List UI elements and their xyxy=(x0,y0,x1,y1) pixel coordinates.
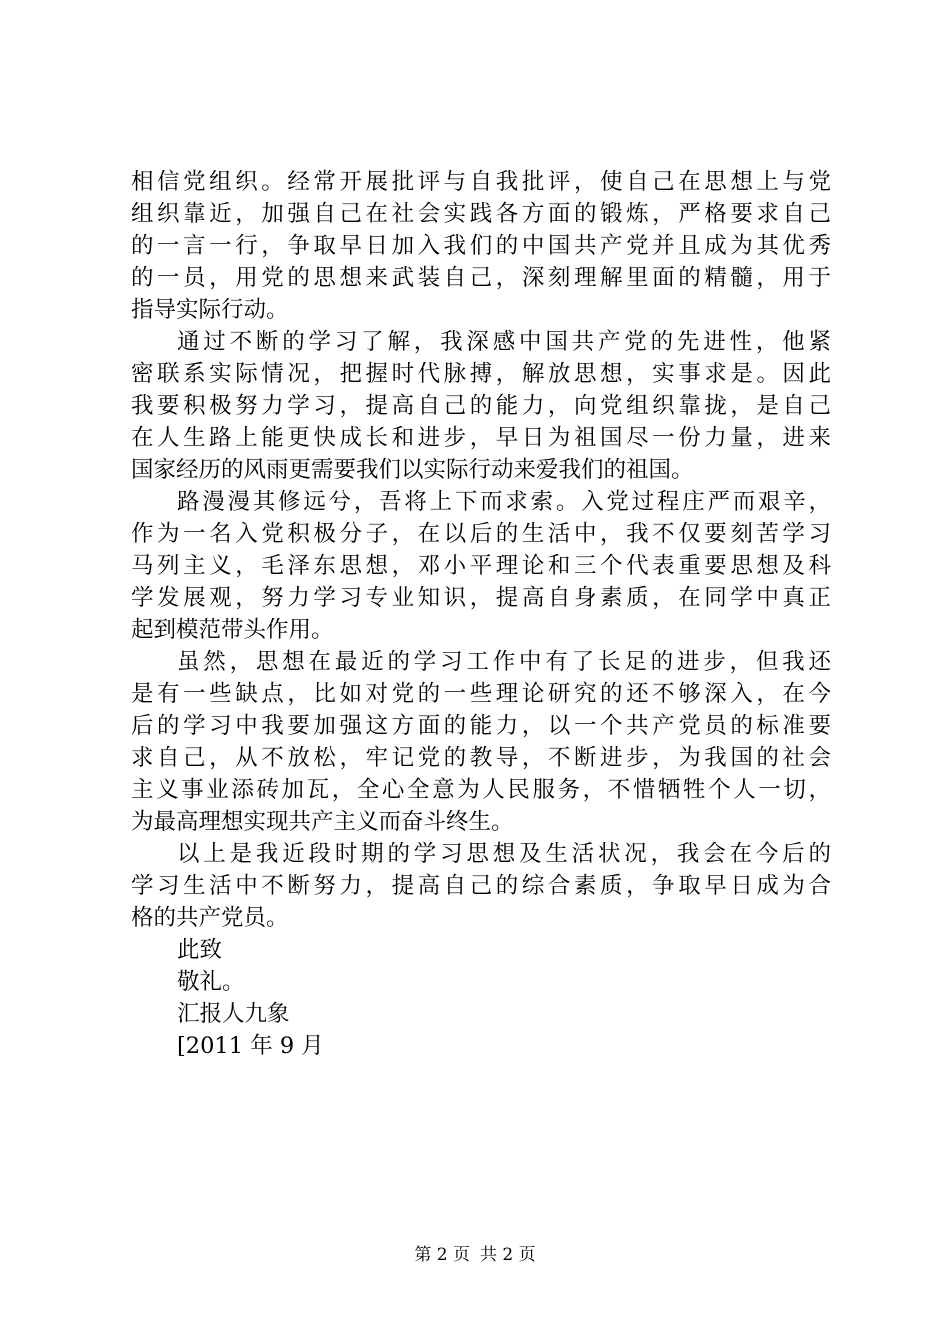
text-line: [2011 年 9 月 xyxy=(177,1033,324,1059)
text-line: 是有一些缺点，比如对党的一些理论研究的还不够深入，在今 xyxy=(131,681,831,707)
text-line: 虽然，思想在最近的学习工作中有了长足的进步，但我还 xyxy=(177,649,831,675)
text-line: 路漫漫其修远兮，吾将上下而求索。入党过程庄严而艰辛， xyxy=(177,489,831,515)
page-total: 共 2 页 xyxy=(480,1245,536,1265)
text-line: 国家经历的风雨更需要我们以实际行动来爱我们的祖国。 xyxy=(131,457,694,483)
text-line: 通过不断的学习了解，我深感中国共产党的先进性，他紧 xyxy=(177,329,831,355)
document-body xyxy=(131,166,831,1062)
text-line: 作为一名入党积极分子，在以后的生活中，我不仅要刻苦学习 xyxy=(131,521,831,547)
text-line: 为最高理想实现共产主义而奋斗终生。 xyxy=(131,809,514,835)
text-line: 此致 xyxy=(177,937,223,963)
text-line: 我要积极努力学习，提高自己的能力，向党组织靠拢，是自己 xyxy=(131,393,831,419)
text-line: 密联系实际情况，把握时代脉搏，解放思想，实事求是。因此 xyxy=(131,361,831,387)
text-line: 汇报人九象 xyxy=(177,1001,290,1027)
text-line: 指导实际行动。 xyxy=(131,297,289,323)
text-line: 格的共产党员。 xyxy=(131,905,289,931)
text-line: 起到模范带头作用。 xyxy=(131,617,334,643)
page-number: 第 2 页 xyxy=(414,1245,470,1265)
text-line: 的一言一行，争取早日加入我们的中国共产党并且成为其优秀 xyxy=(131,233,831,259)
page-footer xyxy=(0,1243,950,1267)
text-line: 求自己，从不放松，牢记党的教导，不断进步，为我国的社会 xyxy=(131,745,831,771)
text-line: 在人生路上能更快成长和进步，早日为祖国尽一份力量，进来 xyxy=(131,425,831,451)
text-line: 组织靠近，加强自己在社会实践各方面的锻炼，严格要求自己 xyxy=(131,201,831,227)
text-line: 的一员，用党的思想来武装自己，深刻理解里面的精髓，用于 xyxy=(131,265,831,291)
text-line: 马列主义，毛泽东思想，邓小平理论和三个代表重要思想及科 xyxy=(131,553,831,579)
text-line: 学发展观，努力学习专业知识，提高自身素质，在同学中真正 xyxy=(131,585,831,611)
text-line: 以上是我近段时期的学习思想及生活状况，我会在今后的 xyxy=(177,841,831,867)
text-line: 敬礼。 xyxy=(177,969,245,995)
text-line: 学习生活中不断努力，提高自己的综合素质，争取早日成为合 xyxy=(131,873,831,899)
text-line: 后的学习中我要加强这方面的能力，以一个共产党员的标准要 xyxy=(131,713,831,739)
text-line: 相信党组织。经常开展批评与自我批评，使自己在思想上与党 xyxy=(131,169,831,195)
text-line: 主义事业添砖加瓦，全心全意为人民服务，不惜牺牲个人一切， xyxy=(131,777,831,803)
